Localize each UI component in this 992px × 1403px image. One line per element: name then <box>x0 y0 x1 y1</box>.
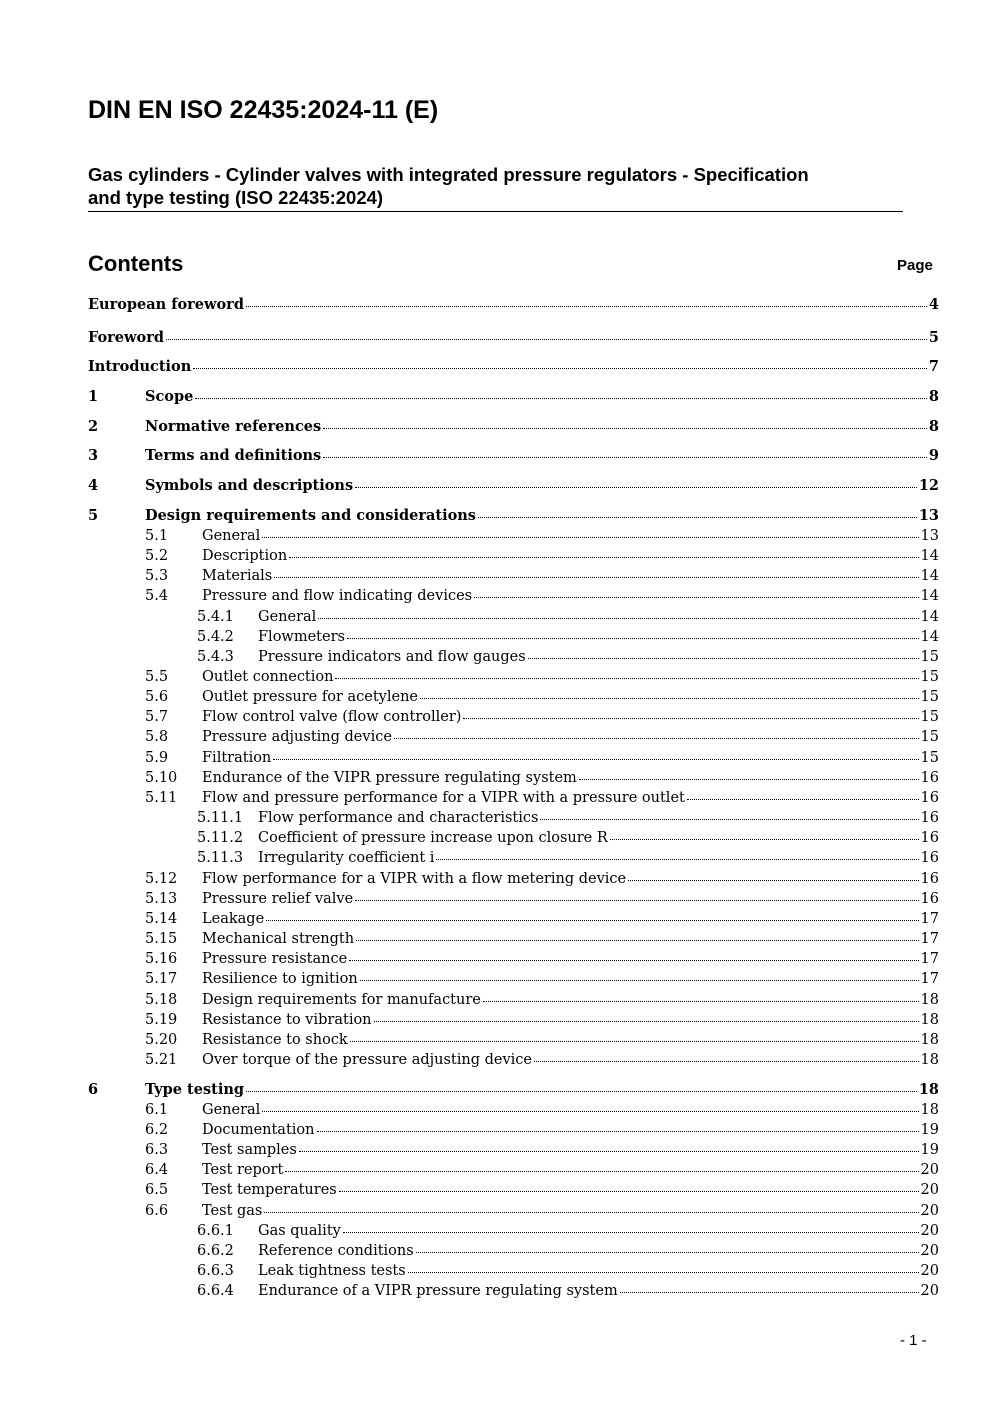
toc-entry-page: 18 <box>918 1081 939 1098</box>
toc-entry-title: Type testing <box>145 1081 245 1098</box>
toc-entry-number: 6.6.4 <box>197 1283 234 1299</box>
toc-entry[interactable] <box>88 990 939 1010</box>
toc-entry-number: 5.17 <box>145 971 178 987</box>
toc-dot-leader <box>474 597 918 598</box>
toc-entry[interactable] <box>88 295 939 315</box>
toc-entry-page: 16 <box>920 850 939 866</box>
toc-entry-number: 5.11.1 <box>197 810 244 826</box>
toc-entry[interactable] <box>88 869 939 889</box>
toc-entry-title: Test report <box>202 1162 284 1178</box>
toc-dot-leader <box>540 819 918 820</box>
toc-entry-number: 5.11.2 <box>197 830 244 846</box>
toc-entry-title: Scope <box>145 388 194 405</box>
toc-entry-page: 12 <box>918 477 939 494</box>
toc-dot-leader <box>374 1021 919 1022</box>
toc-entry[interactable] <box>88 949 939 969</box>
toc-entry-page: 15 <box>920 729 939 745</box>
toc-entry-page: 14 <box>920 548 939 564</box>
toc-entry-title: Over torque of the pressure adjusting device <box>202 1052 532 1068</box>
toc-entry-page: 16 <box>920 871 939 887</box>
toc-entry-number: 5.1 <box>145 528 169 544</box>
toc-dot-leader <box>323 457 927 458</box>
toc-entry-number: 5.10 <box>145 770 178 786</box>
toc-entry-title: Symbols and descriptions <box>145 477 354 494</box>
toc-dot-leader <box>273 759 918 760</box>
toc-entry[interactable] <box>88 1140 939 1160</box>
toc-dot-leader <box>349 960 918 961</box>
toc-entry[interactable] <box>88 707 939 727</box>
toc-entry-number: 3 <box>88 447 99 464</box>
toc-entry-page: 20 <box>920 1283 939 1299</box>
toc-entry-title: Design requirements for manufacture <box>202 992 481 1008</box>
toc-entry[interactable] <box>88 526 939 546</box>
toc-entry[interactable] <box>88 687 939 707</box>
toc-dot-leader <box>483 1001 919 1002</box>
toc-entry-page: 14 <box>920 609 939 625</box>
toc-entry-page: 20 <box>920 1203 939 1219</box>
toc-entry-page: 17 <box>920 931 939 947</box>
toc-dot-leader <box>528 658 919 659</box>
toc-entry-page: 20 <box>920 1182 939 1198</box>
toc-entry-page: 16 <box>920 790 939 806</box>
toc-entry-page: 20 <box>920 1162 939 1178</box>
toc-entry-number: 6.1 <box>145 1102 169 1118</box>
toc-entry-title: Flow performance for a VIPR with a flow metering device <box>202 871 627 887</box>
toc-entry-number: 6.2 <box>145 1122 169 1138</box>
toc-entry[interactable] <box>88 476 939 496</box>
toc-entry-title: Resistance to shock <box>202 1032 348 1048</box>
toc-entry[interactable] <box>88 1261 939 1281</box>
toc-dot-leader <box>436 859 918 860</box>
toc-dot-leader <box>347 638 919 639</box>
toc-entry-page: 19 <box>920 1122 939 1138</box>
toc-entry[interactable] <box>88 808 939 828</box>
toc-entry-title: Pressure adjusting device <box>202 729 392 745</box>
toc-entry-title: Leak tightness tests <box>258 1263 406 1279</box>
toc-entry-title: Flow performance and characteristics <box>258 810 539 826</box>
toc-entry-number: 5.7 <box>145 709 169 725</box>
toc-entry-page: 15 <box>920 689 939 705</box>
toc-dot-leader <box>339 1191 919 1192</box>
toc-entry-title: Pressure relief valve <box>202 891 354 907</box>
toc-entry-number: 5.15 <box>145 931 178 947</box>
toc-entry-title: Pressure and flow indicating devices <box>202 588 473 604</box>
toc-entry-page: 18 <box>920 1052 939 1068</box>
toc-entry-title: Design requirements and considerations <box>145 507 476 524</box>
toc-entry[interactable] <box>88 828 939 848</box>
page-number: - 1 - <box>900 1332 927 1349</box>
toc-entry-page: 13 <box>920 528 939 544</box>
toc-entry-number: 5.21 <box>145 1052 178 1068</box>
toc-entry-title: Reference conditions <box>258 1243 414 1259</box>
toc-dot-leader <box>620 1292 919 1293</box>
toc-entry-title: Test samples <box>202 1142 297 1158</box>
toc-entry-number: 5.2 <box>145 548 169 564</box>
toc-entry-title: Outlet pressure for acetylene <box>202 689 418 705</box>
toc-entry-number: 6.6.2 <box>197 1243 234 1259</box>
toc-dot-leader <box>335 678 918 679</box>
toc-entry-title: Irregularity coefficient i <box>258 850 435 866</box>
toc-entry-page: 16 <box>920 891 939 907</box>
toc-entry[interactable] <box>88 969 939 989</box>
toc-dot-leader <box>274 577 918 578</box>
toc-entry[interactable] <box>88 1160 939 1180</box>
toc-entry[interactable] <box>88 647 939 667</box>
toc-entry-page: 18 <box>920 1102 939 1118</box>
toc-entry[interactable] <box>88 788 939 808</box>
toc-entry-page: 18 <box>920 1032 939 1048</box>
toc-entry[interactable] <box>88 627 939 647</box>
toc-entry-number: 5.16 <box>145 951 178 967</box>
toc-dot-leader <box>262 1111 918 1112</box>
toc-entry-title: Description <box>202 548 288 564</box>
toc-entry-title: Coefficient of pressure increase upon closure R <box>258 830 608 846</box>
toc-entry-page: 20 <box>920 1243 939 1259</box>
toc-dot-leader <box>534 1061 919 1062</box>
toc-entry[interactable] <box>88 387 939 407</box>
toc-entry[interactable] <box>88 727 939 747</box>
toc-entry-page: 8 <box>928 388 939 405</box>
toc-entry[interactable] <box>88 748 939 768</box>
toc-entry-title: Materials <box>202 568 273 584</box>
toc-entry-title: Gas quality <box>258 1223 341 1239</box>
toc-entry-number: 5.14 <box>145 911 178 927</box>
toc-dot-leader <box>478 517 917 518</box>
toc-entry-title: Resistance to vibration <box>202 1012 372 1028</box>
toc-entry-page: 9 <box>928 447 939 464</box>
toc-entry-number: 6.6.1 <box>197 1223 234 1239</box>
toc-entry-page: 17 <box>920 971 939 987</box>
toc-entry-number: 5.4.3 <box>197 649 234 665</box>
toc-entry[interactable] <box>88 1241 939 1261</box>
toc-dot-leader <box>350 1041 919 1042</box>
toc-entry-title: Flowmeters <box>258 629 345 645</box>
toc-dot-leader <box>420 698 919 699</box>
toc-entry-page: 8 <box>928 418 939 435</box>
toc-entry-number: 5.4.2 <box>197 629 234 645</box>
toc-entry-title: Documentation <box>202 1122 315 1138</box>
toc-dot-leader <box>687 799 919 800</box>
toc-entry[interactable] <box>88 1120 939 1140</box>
toc-entry-page: 15 <box>920 709 939 725</box>
toc-dot-leader <box>356 940 918 941</box>
toc-entry[interactable] <box>88 446 939 466</box>
toc-entry-number: 5.3 <box>145 568 169 584</box>
toc-entry-number: 5 <box>88 507 99 524</box>
toc-entry-number: 5.4.1 <box>197 609 234 625</box>
toc-dot-leader <box>579 779 919 780</box>
toc-entry-page: 15 <box>920 669 939 685</box>
toc-dot-leader <box>628 880 918 881</box>
document-id: DIN EN ISO 22435:2024-11 (E) <box>88 96 439 124</box>
toc-entry[interactable] <box>88 1100 939 1120</box>
toc-entry-title: General <box>202 1102 261 1118</box>
toc-entry-page: 16 <box>920 770 939 786</box>
toc-dot-leader <box>323 428 927 429</box>
toc-entry-page: 16 <box>920 830 939 846</box>
toc-entry-page: 7 <box>928 358 939 375</box>
toc-entry-title: Endurance of the VIPR pressure regulating system <box>202 770 577 786</box>
toc-entry-number: 6.5 <box>145 1182 169 1198</box>
toc-entry-number: 5.11.3 <box>197 850 244 866</box>
toc-entry[interactable] <box>88 1050 939 1070</box>
toc-entry[interactable] <box>88 357 939 377</box>
toc-entry-title: European foreword <box>88 296 244 313</box>
toc-entry-number: 5.8 <box>145 729 169 745</box>
toc-dot-leader <box>266 920 918 921</box>
toc-entry-page: 14 <box>920 629 939 645</box>
toc-entry-page: 5 <box>928 329 939 346</box>
toc-entry-number: 5.11 <box>145 790 178 806</box>
toc-entry[interactable] <box>88 417 939 437</box>
toc-entry-page: 4 <box>928 296 939 313</box>
toc-entry-page: 13 <box>918 507 939 524</box>
toc-entry-page: 20 <box>920 1263 939 1279</box>
toc-entry-number: 5.19 <box>145 1012 178 1028</box>
toc-entry-title: Resilience to ignition <box>202 971 358 987</box>
toc-entry[interactable] <box>88 1030 939 1050</box>
toc-entry-title: Flow and pressure performance for a VIPR with a pressure outlet <box>202 790 685 806</box>
toc-entry-page: 16 <box>920 810 939 826</box>
toc-dot-leader <box>360 980 919 981</box>
toc-entry-number: 5.20 <box>145 1032 178 1048</box>
toc-dot-leader <box>262 537 918 538</box>
toc-entry-number: 5.6 <box>145 689 169 705</box>
toc-dot-leader <box>408 1272 919 1273</box>
toc-entry-number: 5.9 <box>145 750 169 766</box>
toc-entry-title: Filtration <box>202 750 272 766</box>
toc-dot-leader <box>289 557 918 558</box>
toc-entry-page: 19 <box>920 1142 939 1158</box>
toc-entry-number: 6.6.3 <box>197 1263 234 1279</box>
toc-dot-leader <box>416 1252 919 1253</box>
toc-entry-page: 18 <box>920 1012 939 1028</box>
toc-dot-leader <box>246 1091 917 1092</box>
toc-entry-title: General <box>258 609 317 625</box>
toc-dot-leader <box>394 738 919 739</box>
toc-entry-number: 5.12 <box>145 871 178 887</box>
toc-entry[interactable] <box>88 1201 939 1221</box>
toc-entry-number: 6.4 <box>145 1162 169 1178</box>
toc-entry-number: 5.4 <box>145 588 169 604</box>
toc-entry-title: Introduction <box>88 358 192 375</box>
toc-entry-page: 15 <box>920 649 939 665</box>
toc-dot-leader <box>195 398 927 399</box>
toc-entry-number: 6.3 <box>145 1142 169 1158</box>
toc-entry[interactable] <box>88 909 939 929</box>
toc-entry-title: Pressure indicators and flow gauges <box>258 649 526 665</box>
toc-entry[interactable] <box>88 929 939 949</box>
toc-entry-title: Test gas <box>202 1203 263 1219</box>
toc-entry-page: 17 <box>920 911 939 927</box>
toc-entry[interactable] <box>88 506 939 526</box>
document-title-line-1: Gas cylinders - Cylinder valves with integrated pressure regulators - Specification <box>88 164 809 185</box>
toc-entry-title: Pressure resistance <box>202 951 348 967</box>
toc-entry-page: 20 <box>920 1223 939 1239</box>
toc-entry-title: Terms and definitions <box>145 447 322 464</box>
toc-entry[interactable] <box>88 848 939 868</box>
toc-dot-leader <box>343 1232 919 1233</box>
toc-entry-title: Endurance of a VIPR pressure regulating system <box>258 1283 618 1299</box>
toc-entry-title: Test temperatures <box>202 1182 337 1198</box>
toc-entry[interactable] <box>88 328 939 348</box>
toc-entry-title: Leakage <box>202 911 265 927</box>
toc-entry[interactable] <box>88 1010 939 1030</box>
toc-dot-leader <box>355 487 917 488</box>
toc-dot-leader <box>610 839 919 840</box>
toc-entry[interactable] <box>88 586 939 606</box>
toc-entry-page: 15 <box>920 750 939 766</box>
toc-entry[interactable] <box>88 889 939 909</box>
toc-dot-leader <box>318 618 918 619</box>
toc-entry-title: Outlet connection <box>202 669 334 685</box>
toc-entry-page: 17 <box>920 951 939 967</box>
toc-dot-leader <box>355 900 918 901</box>
toc-entry-number: 6.6 <box>145 1203 169 1219</box>
toc-entry-title: Mechanical strength <box>202 931 355 947</box>
toc-entry-title: Flow control valve (flow controller) <box>202 709 462 725</box>
toc-dot-leader <box>317 1131 919 1132</box>
toc-dot-leader <box>193 368 927 369</box>
toc-dot-leader <box>463 718 918 719</box>
toc-entry-number: 5.5 <box>145 669 169 685</box>
contents-heading: Contents <box>88 251 184 276</box>
document-title-line-2: and type testing (ISO 22435:2024) <box>88 187 384 208</box>
toc-entry[interactable] <box>88 667 939 687</box>
toc-dot-leader <box>166 339 927 340</box>
toc-entry-number: 2 <box>88 418 99 435</box>
toc-entry[interactable] <box>88 1281 939 1301</box>
toc-entry-number: 6 <box>88 1081 99 1098</box>
toc-entry-page: 14 <box>920 568 939 584</box>
toc-entry-number: 4 <box>88 477 99 494</box>
toc-dot-leader <box>264 1212 918 1213</box>
toc-entry-number: 1 <box>88 388 99 405</box>
page-column-heading: Page <box>897 257 933 274</box>
toc-entry[interactable] <box>88 1080 939 1100</box>
toc-entry[interactable] <box>88 1221 939 1241</box>
document-title <box>88 163 903 212</box>
toc-dot-leader <box>285 1171 918 1172</box>
toc-entry[interactable] <box>88 566 939 586</box>
toc-entry[interactable] <box>88 768 939 788</box>
toc-entry[interactable] <box>88 1180 939 1200</box>
toc-entry-number: 5.18 <box>145 992 178 1008</box>
toc-entry[interactable] <box>88 546 939 566</box>
toc-entry[interactable] <box>88 607 939 627</box>
toc-dot-leader <box>299 1151 919 1152</box>
toc-entry-page: 18 <box>920 992 939 1008</box>
toc-entry-number: 5.13 <box>145 891 178 907</box>
toc-entry-page: 14 <box>920 588 939 604</box>
toc-dot-leader <box>246 306 927 307</box>
toc-entry-title: General <box>202 528 261 544</box>
toc-entry-title: Normative references <box>145 418 322 435</box>
toc-entry-title: Foreword <box>88 329 164 346</box>
